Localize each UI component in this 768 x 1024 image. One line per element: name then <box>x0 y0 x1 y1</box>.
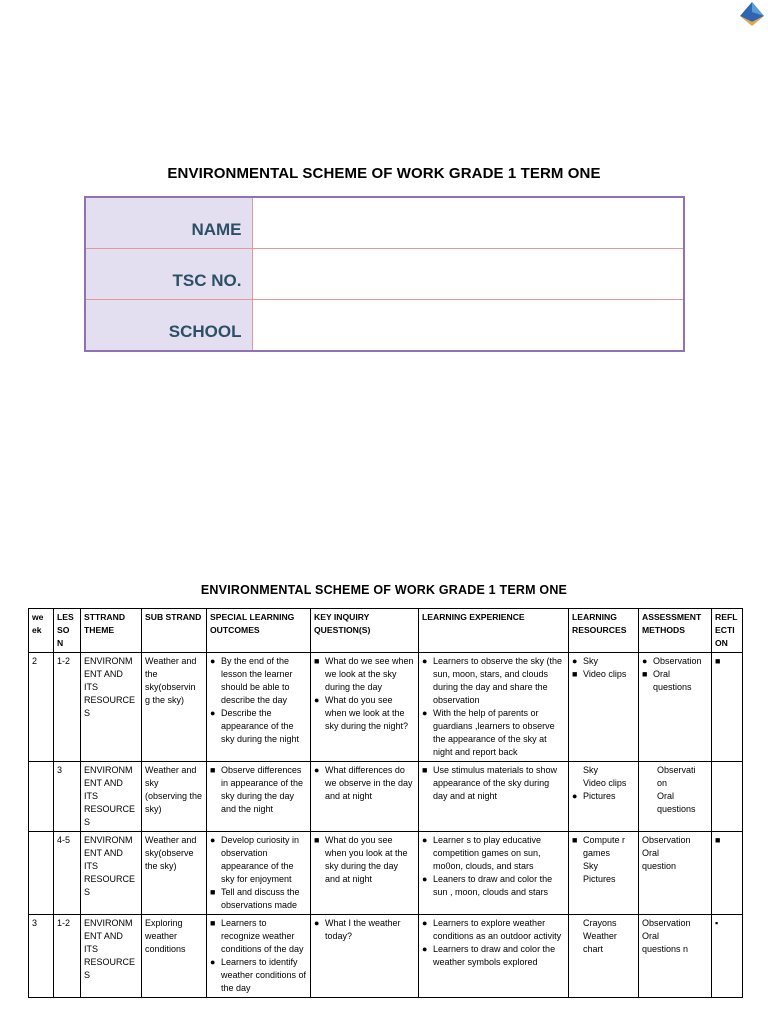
square-bullet-icon: ■ <box>314 656 320 666</box>
table-row <box>29 832 743 915</box>
outcomes-cell <box>207 915 311 998</box>
experience-cell <box>419 653 569 762</box>
table-row <box>29 915 743 998</box>
resources-cell <box>569 832 639 915</box>
page-title: ENVIRONMENTAL SCHEME OF WORK GRADE 1 TERM ONE <box>167 165 601 182</box>
name-field[interactable] <box>252 197 684 249</box>
lesson-cell: 1-2 <box>54 915 81 998</box>
school-label: SCHOOL <box>85 300 252 352</box>
experience-cell <box>419 915 569 998</box>
bullet-icon: ● <box>572 791 578 801</box>
week-cell <box>29 762 54 832</box>
questions-cell <box>311 915 419 998</box>
bullet-icon: ● <box>210 708 216 718</box>
list-item: ■ What do you see when you look at the sky during the day and at night <box>314 835 408 884</box>
list-item: question <box>642 861 677 871</box>
assessment-cell <box>639 832 712 915</box>
col-header: REFL ECTI ON <box>712 609 743 653</box>
reflection-cell <box>712 653 743 762</box>
square-bullet-icon: ■ <box>572 835 578 845</box>
questions-cell <box>311 832 419 915</box>
col-header: STTRAND THEME <box>81 609 142 653</box>
square-bullet-icon: ■ <box>210 765 216 775</box>
col-header: LEARNING RESOURCES <box>569 609 639 653</box>
bullet-icon: ● <box>314 695 320 705</box>
col-header: KEY INQUIRY QUESTION(S) <box>311 609 419 653</box>
square-bullet-icon: ■ <box>715 835 721 845</box>
id-row-tsc <box>85 249 684 300</box>
table-row <box>29 762 743 832</box>
resources-cell <box>569 915 639 998</box>
outcomes-cell <box>207 762 311 832</box>
bullet-icon: ● <box>314 765 320 775</box>
sub-strand-cell: Weather and sky(observe the sky) <box>142 832 207 915</box>
bullet-icon: ● <box>422 835 428 845</box>
scheme-table <box>28 608 743 998</box>
bullet-icon: ● <box>210 957 216 967</box>
col-header: SPECIAL LEARNING OUTCOMES <box>207 609 311 653</box>
bullet-icon: ● <box>210 835 216 845</box>
list-item: ● Learners to draw and color the weather symbols explored <box>422 944 556 967</box>
questions-cell <box>311 653 419 762</box>
sub-strand-cell: Exploring weather conditions <box>142 915 207 998</box>
scheme-title: ENVIRONMENTAL SCHEME OF WORK GRADE 1 TERM ONE <box>200 583 568 597</box>
tsc-field[interactable] <box>252 249 684 300</box>
list-item: Sky <box>583 861 599 871</box>
id-row-school <box>85 300 684 352</box>
bullet-icon: ● <box>422 708 428 718</box>
teacher-id-form <box>84 196 685 352</box>
lesson-cell: 3 <box>54 762 81 832</box>
bullet-icon: ● <box>210 656 216 666</box>
strand-cell: ENVIRONM ENT AND ITS RESOURCE S <box>81 832 142 915</box>
bullet-icon: ■ <box>642 669 648 679</box>
col-header: LES SO N <box>54 609 81 653</box>
table-row <box>29 653 743 762</box>
name-label: NAME <box>85 197 252 249</box>
bullet-icon: ▪ <box>715 918 719 928</box>
bullet-icon: ■ <box>572 669 578 679</box>
bullet-icon: ■ <box>715 656 721 666</box>
bullet-icon: ● <box>642 656 648 666</box>
col-header: ASSESSMENT METHODS <box>639 609 712 653</box>
col-header: SUB STRAND <box>142 609 207 653</box>
week-cell: 3 <box>29 915 54 998</box>
list-item: ● Sky <box>572 656 599 666</box>
list-item: ● Develop curiosity in observation appearance of the sky for enjoyment <box>210 835 300 884</box>
list-item: ■ Use stimulus materials to show appearance of the sky during day and at night <box>422 765 558 801</box>
assessment-cell <box>639 762 712 832</box>
resources-cell <box>569 762 639 832</box>
reflection-cell <box>712 832 743 915</box>
list-item: questions n <box>642 944 689 954</box>
list-item: ● What I the weather today? <box>314 918 401 941</box>
list-item: ● Observation <box>642 656 702 666</box>
list-item: ● By the end of the lesson the learner should be able to describe the day <box>210 656 293 705</box>
list-item: Weather chart <box>583 931 617 954</box>
tsc-label: TSC NO. <box>85 249 252 300</box>
list-item: ■ Observe differences in appearance of the sky during the day and the night <box>210 765 304 814</box>
id-row-name <box>85 197 684 249</box>
list-item: ● With the help of parents or guardians ,learners to observe the appearance of the sky at night and report back <box>422 708 555 757</box>
sub-strand-cell: Weather and the sky(observin g the sky) <box>142 653 207 762</box>
list-item: ■ Learners to recognize weather conditions of the day <box>210 918 304 954</box>
list-item: Oral questions <box>657 791 696 814</box>
bullet-icon: ● <box>422 874 428 884</box>
strand-cell: ENVIRONM ENT AND ITS RESOURCE S <box>81 762 142 832</box>
list-item: ● What differences do we observe in the day and at night <box>314 765 413 801</box>
list-item: Oral <box>642 848 660 858</box>
list-item: Observati on <box>657 765 696 788</box>
strand-cell: ENVIRONM ENT AND ITS RESOURCE S <box>81 653 142 762</box>
experience-cell <box>419 762 569 832</box>
list-item: ■ What do we see when we look at the sky during the day <box>314 656 414 692</box>
list-item: Observation <box>642 918 691 928</box>
school-field[interactable] <box>252 300 684 352</box>
list-item: Pictures <box>583 874 616 884</box>
experience-cell <box>419 832 569 915</box>
reflection-cell <box>712 915 743 998</box>
list-item: ■ Oral questions <box>642 669 692 692</box>
questions-cell <box>311 762 419 832</box>
lesson-cell: 1-2 <box>54 653 81 762</box>
resources-cell <box>569 653 639 762</box>
square-bullet-icon: ■ <box>422 765 428 775</box>
square-bullet-icon: ■ <box>314 835 320 845</box>
week-cell <box>29 832 54 915</box>
list-item: ● Learner s to play educative competition games on sun, mo0on, clouds, and stars <box>422 835 542 871</box>
assessment-cell <box>639 653 712 762</box>
square-bullet-icon: ■ <box>210 918 216 928</box>
col-header: we ek <box>29 609 54 653</box>
bullet-icon: ● <box>314 918 320 928</box>
bullet-icon: ● <box>422 944 428 954</box>
list-item: Crayons <box>583 918 617 928</box>
list-item: ● Pictures <box>572 791 616 801</box>
bullet-icon: ● <box>422 656 428 666</box>
lesson-cell: 4-5 <box>54 832 81 915</box>
header-row <box>29 609 743 653</box>
list-item: ● Learners to observe the sky (the sun, moon, stars, and clouds during the day and share the observation <box>422 656 563 705</box>
list-item: Oral <box>642 931 660 941</box>
strand-cell: ENVIRONM ENT AND ITS RESOURCE S <box>81 915 142 998</box>
list-item: ● Leaners to draw and color the sun , moon, clouds and stars <box>422 874 553 897</box>
logo-icon <box>737 0 767 28</box>
list-item: Sky <box>583 765 599 775</box>
col-header: LEARNING EXPERIENCE <box>419 609 569 653</box>
reflection-cell <box>712 762 743 832</box>
list-item: ■ Tell and discuss the observations made <box>210 887 300 910</box>
list-item: ■ Video clips <box>572 669 627 679</box>
sub-strand-cell: Weather and sky (observing the sky) <box>142 762 207 832</box>
bullet-icon: ● <box>572 656 578 666</box>
bullet-icon: ● <box>422 918 428 928</box>
list-item: ■ Compute r games <box>572 835 626 858</box>
list-item: Observation <box>642 835 691 845</box>
week-cell: 2 <box>29 653 54 762</box>
outcomes-cell <box>207 832 311 915</box>
outcomes-cell <box>207 653 311 762</box>
list-item: ● Describe the appearance of the sky during the night <box>210 708 300 744</box>
assessment-cell <box>639 915 712 998</box>
square-bullet-icon: ■ <box>210 887 216 897</box>
list-item: ● Learners to explore weather conditions as an outdoor activity <box>422 918 562 941</box>
list-item: Video clips <box>583 778 627 788</box>
list-item: ● What do you see when we look at the sky during the night? <box>314 695 409 731</box>
list-item: ● Learners to identify weather conditions of the day <box>210 957 307 993</box>
